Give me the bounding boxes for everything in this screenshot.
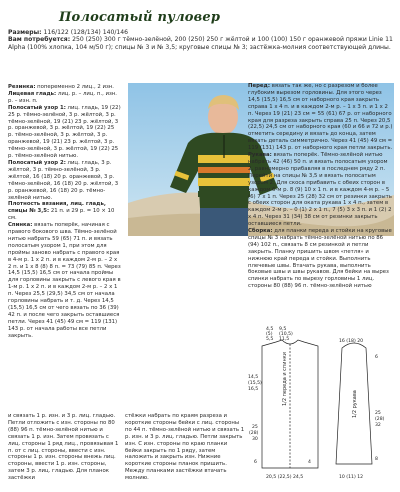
- right-text: [248, 83, 394, 290]
- height-2c: 30: [252, 437, 258, 442]
- paragraph: [248, 152, 394, 228]
- sizes-label: Размеры:: [8, 29, 42, 36]
- section-text: лиц. гладь, 3 р. жёлтой, 3 р. тёмно-зелёной, 3 р. жёлтой, 16 (18) 20 р. оранжевой, 3 р. тёмно-зелёной, 16 (18) 20 р. жёлтой, 3 р. оранжевой, 16 (18) 20 р. тёмно-зелёной нитью.: [8, 159, 119, 201]
- materials-line: [8, 36, 393, 51]
- height-1: 14,5: [248, 375, 259, 380]
- paragraph: [8, 201, 121, 222]
- header-info: [8, 29, 393, 51]
- sleeve-right-3: (28): [375, 417, 385, 422]
- sleeve-right-1: 6: [375, 355, 378, 360]
- height-1c: 16,5: [248, 387, 259, 392]
- paragraph: [8, 160, 121, 201]
- measure-d: (10,5): [279, 332, 293, 337]
- sleeve-right-5: 8: [375, 457, 378, 462]
- measure-b: 9,5: [279, 327, 287, 332]
- section-text: вязать поперёк. Тёмно-зелёной нитью набрать 42 (46) 50 п. и вязать полосатым узором 2, равномерно прибавляя в последнем ряду 2 п. Перейти на спицы № 3,5 и вязать полосатым узором 2. Для скоса прибавить с обеих сторон в каждом 6-м р. 8 (9) 10 х 1 п. и в каждом 4-м р. – 5 (6) 7 х 1 п. Через 25 (28) 32 см от резинки закрыть с обеих сторон для оката рукава 1 х 4 п., затем в каждом 2-м р. – 0 (1) 2 х 1 п., 7 (5) 3 х 3 п. и 1 (2) 2 х 4 п. Через 31 (34) 38 см от резинки закрыть оставшиеся петли.: [248, 152, 392, 228]
- section-label: Плотность вязания, лиц. гладь, спицы № 3,5:: [8, 201, 106, 215]
- section-label: Лицевая гладь:: [8, 90, 57, 97]
- section-label: Полосатый узор 2:: [8, 159, 66, 166]
- section-label: Полосатый узор 1:: [8, 104, 66, 111]
- measure-a: 4,5: [266, 327, 274, 332]
- height-3: 6: [254, 460, 257, 465]
- bottom-middle-text: стёжки набрать по краям разреза и короткие стороны бейки с лиц. стороны по 44 п. тёмно-зелёной нитью и связать 1 р. изн. и 3 р. лиц. гладью. Петли закрыть изн. С изн. стороны по краю планки бейки закрыть по 1 ряду, затем наложить и закрыть изн. Нижние короткие стороны планок пришить. Между планками застёжки втачать молнию.: [125, 413, 245, 482]
- sleeve-right-2: 25: [375, 411, 381, 416]
- sleeve-right-4: 32: [375, 423, 381, 428]
- bottom-sleeve-measure: 10 (11) 12: [339, 475, 364, 480]
- left-column: [8, 84, 121, 340]
- paragraph: [8, 84, 121, 91]
- section-text: вязать так же, но с разрезом и более глубоким вырезом горловины. Для этого через 14,5 (15,5) 16,5 см от наборного края закрыть справа 1 х 4 п. и в каждом 2-м р. – 1 х 3 п. и 1 х 2 п. Через 19 (21) 23 см = 55 (61) 67 р. от наборного края для разреза закрыть справа 25 п. Через 20,5 (22,5) 24,5 см от наборного края (60 и 66 и 72 и р.) отметить середину и вязать до конца, затем вязать деталь симметрично. Через 41 (45) 49 см = 119 (131) 143 р. от наборного края петли закрыть.: [248, 83, 393, 152]
- materials-value: 250 (250) 300 г тёмно-зелёной, 200 (250) 250 г жёлтой и 100 (100) 150 г оранжевой пряжи Linie 11 Alpha (100% хлопка, 104 м/50 г); спицы № 3 и № 3,5; круговые спицы № 3; застёжка-молния соответствующей длины.: [8, 36, 393, 51]
- section-label: Спинка:: [8, 222, 33, 229]
- height-4: 4: [308, 460, 311, 465]
- pattern-schematic: [246, 318, 396, 486]
- section-text: для планки переда и стойки на круговые спицы № 3 набрать тёмно-зелёной нитью по 86 (94) 102 п., связать 8 см резинкой и петли закрыть. Планку пришить швом «петля» и нижнюю край переда и стойки. Выполнить плечевые швы. Втачать рукава, выполнить боковые швы и швы рукавов. Для бейки на вырез спинки набрать по вырезу горловины 1 лиц. стороны 80 (88) 96 п. тёмно-зелёной нитью: [248, 228, 392, 290]
- section-label: Перед:: [248, 83, 270, 89]
- height-1b: (15,5): [248, 381, 262, 386]
- page-title: Полосатый пуловер: [59, 10, 221, 25]
- section-text: лиц. гладь, 19 (22) 25 р. тёмно-зелёной, 3 р. жёлтой, 3 р. тёмно-зелёной, 19 (21) 23 р. жёлтой, 3 р. оранжевой, 3 р. жёлтой, 19 (22) 25 р. тёмно-зелёной, 3 р. жёлтой, 3 р. оранжевой, 19 (21) 23 р. жёлтой, 3 р. тёмно-зелёной, 3 р. жёлтой, 19 (22) 25 р. тёмно-зелёной нитью.: [8, 104, 121, 160]
- front-label: 1/2 переда и спинки: [282, 352, 288, 406]
- section-label: Резинка:: [8, 84, 36, 90]
- measure-e: 5,5: [266, 337, 274, 342]
- height-2: 25: [252, 425, 258, 430]
- section-text: лиц. р. – лиц. п., изн. р. – изн. п.: [8, 90, 118, 104]
- height-2b: (28): [249, 431, 259, 436]
- paragraph: [8, 222, 121, 339]
- paragraph: [8, 91, 121, 105]
- sleeve-top-measure: 16 (18) 20: [339, 339, 364, 344]
- front-back-pattern: [262, 340, 318, 468]
- bottom-front-measure: 20,5 (22,5) 24,5: [266, 475, 304, 480]
- paragraph: [248, 228, 394, 290]
- measure-f: 11,5: [279, 337, 290, 342]
- section-label: Сборка:: [248, 228, 273, 235]
- sizes-value: 116/122 (128/134) 140/146: [41, 29, 129, 36]
- section-label: Рукава:: [248, 152, 272, 159]
- section-text: вязать поперёк, начиная с правого бокового шва. Тёмно-зелёной нитью набрать 59 (65) 71 п. и вязать полосатым узором 1, при этом для проймы заново набрать с правого края в 4-м р. 1 х 2 п. и в каждом 2-м р. – 2 х 2 п. и 1 х 8 (8) 8 п. = 73 (79) 85 п. Через 14,5 (15,5) 16,5 см от начала проймы для горловины закрыть с левого края в 1-м р. 1 х 2 п. и в каждом 2-м р. – 2 х 1 п. Через 25,5 (29,5) 34,5 см от начала горловины набрать и т. д. Через 14,5 (15,5) 16,5 см от чего вязать по 36 (39) 42 п. и после чего закрыть оставшиеся петли. Через 41 (45) 49 см = 119 (131) 143 р. от начала работы все петли закрыть.: [8, 222, 121, 339]
- paragraph: [248, 83, 394, 152]
- section-text: 21 п. и 29 р. = 10 × 10 см.: [8, 208, 115, 222]
- bottom-left-text: и связать 1 р. изн. и 3 р. лиц. гладью. Петли отложить с изн. стороны по 80 (88) 96 п. тёмно-зелёной нитью и связать 1 р. изн. Затем провязать с лиц. стороны 1 ряд лиц., провязывая 1 п. от с лиц. стороны, ввести с изн. стороны 1 р. изн. стороны внежь лиц. стороны, ввести 1 р. изн. стороны, затем 3 р. лиц. гладью. Для планок застёжки: [8, 413, 119, 482]
- section-text: попеременно 2 лиц., 2 изн.: [35, 84, 114, 90]
- paragraph: [8, 105, 121, 160]
- sleeve-label: 1/2 рукава: [352, 390, 358, 418]
- measure-c: (5): [266, 332, 273, 337]
- materials-label: Вам потребуется:: [8, 36, 71, 44]
